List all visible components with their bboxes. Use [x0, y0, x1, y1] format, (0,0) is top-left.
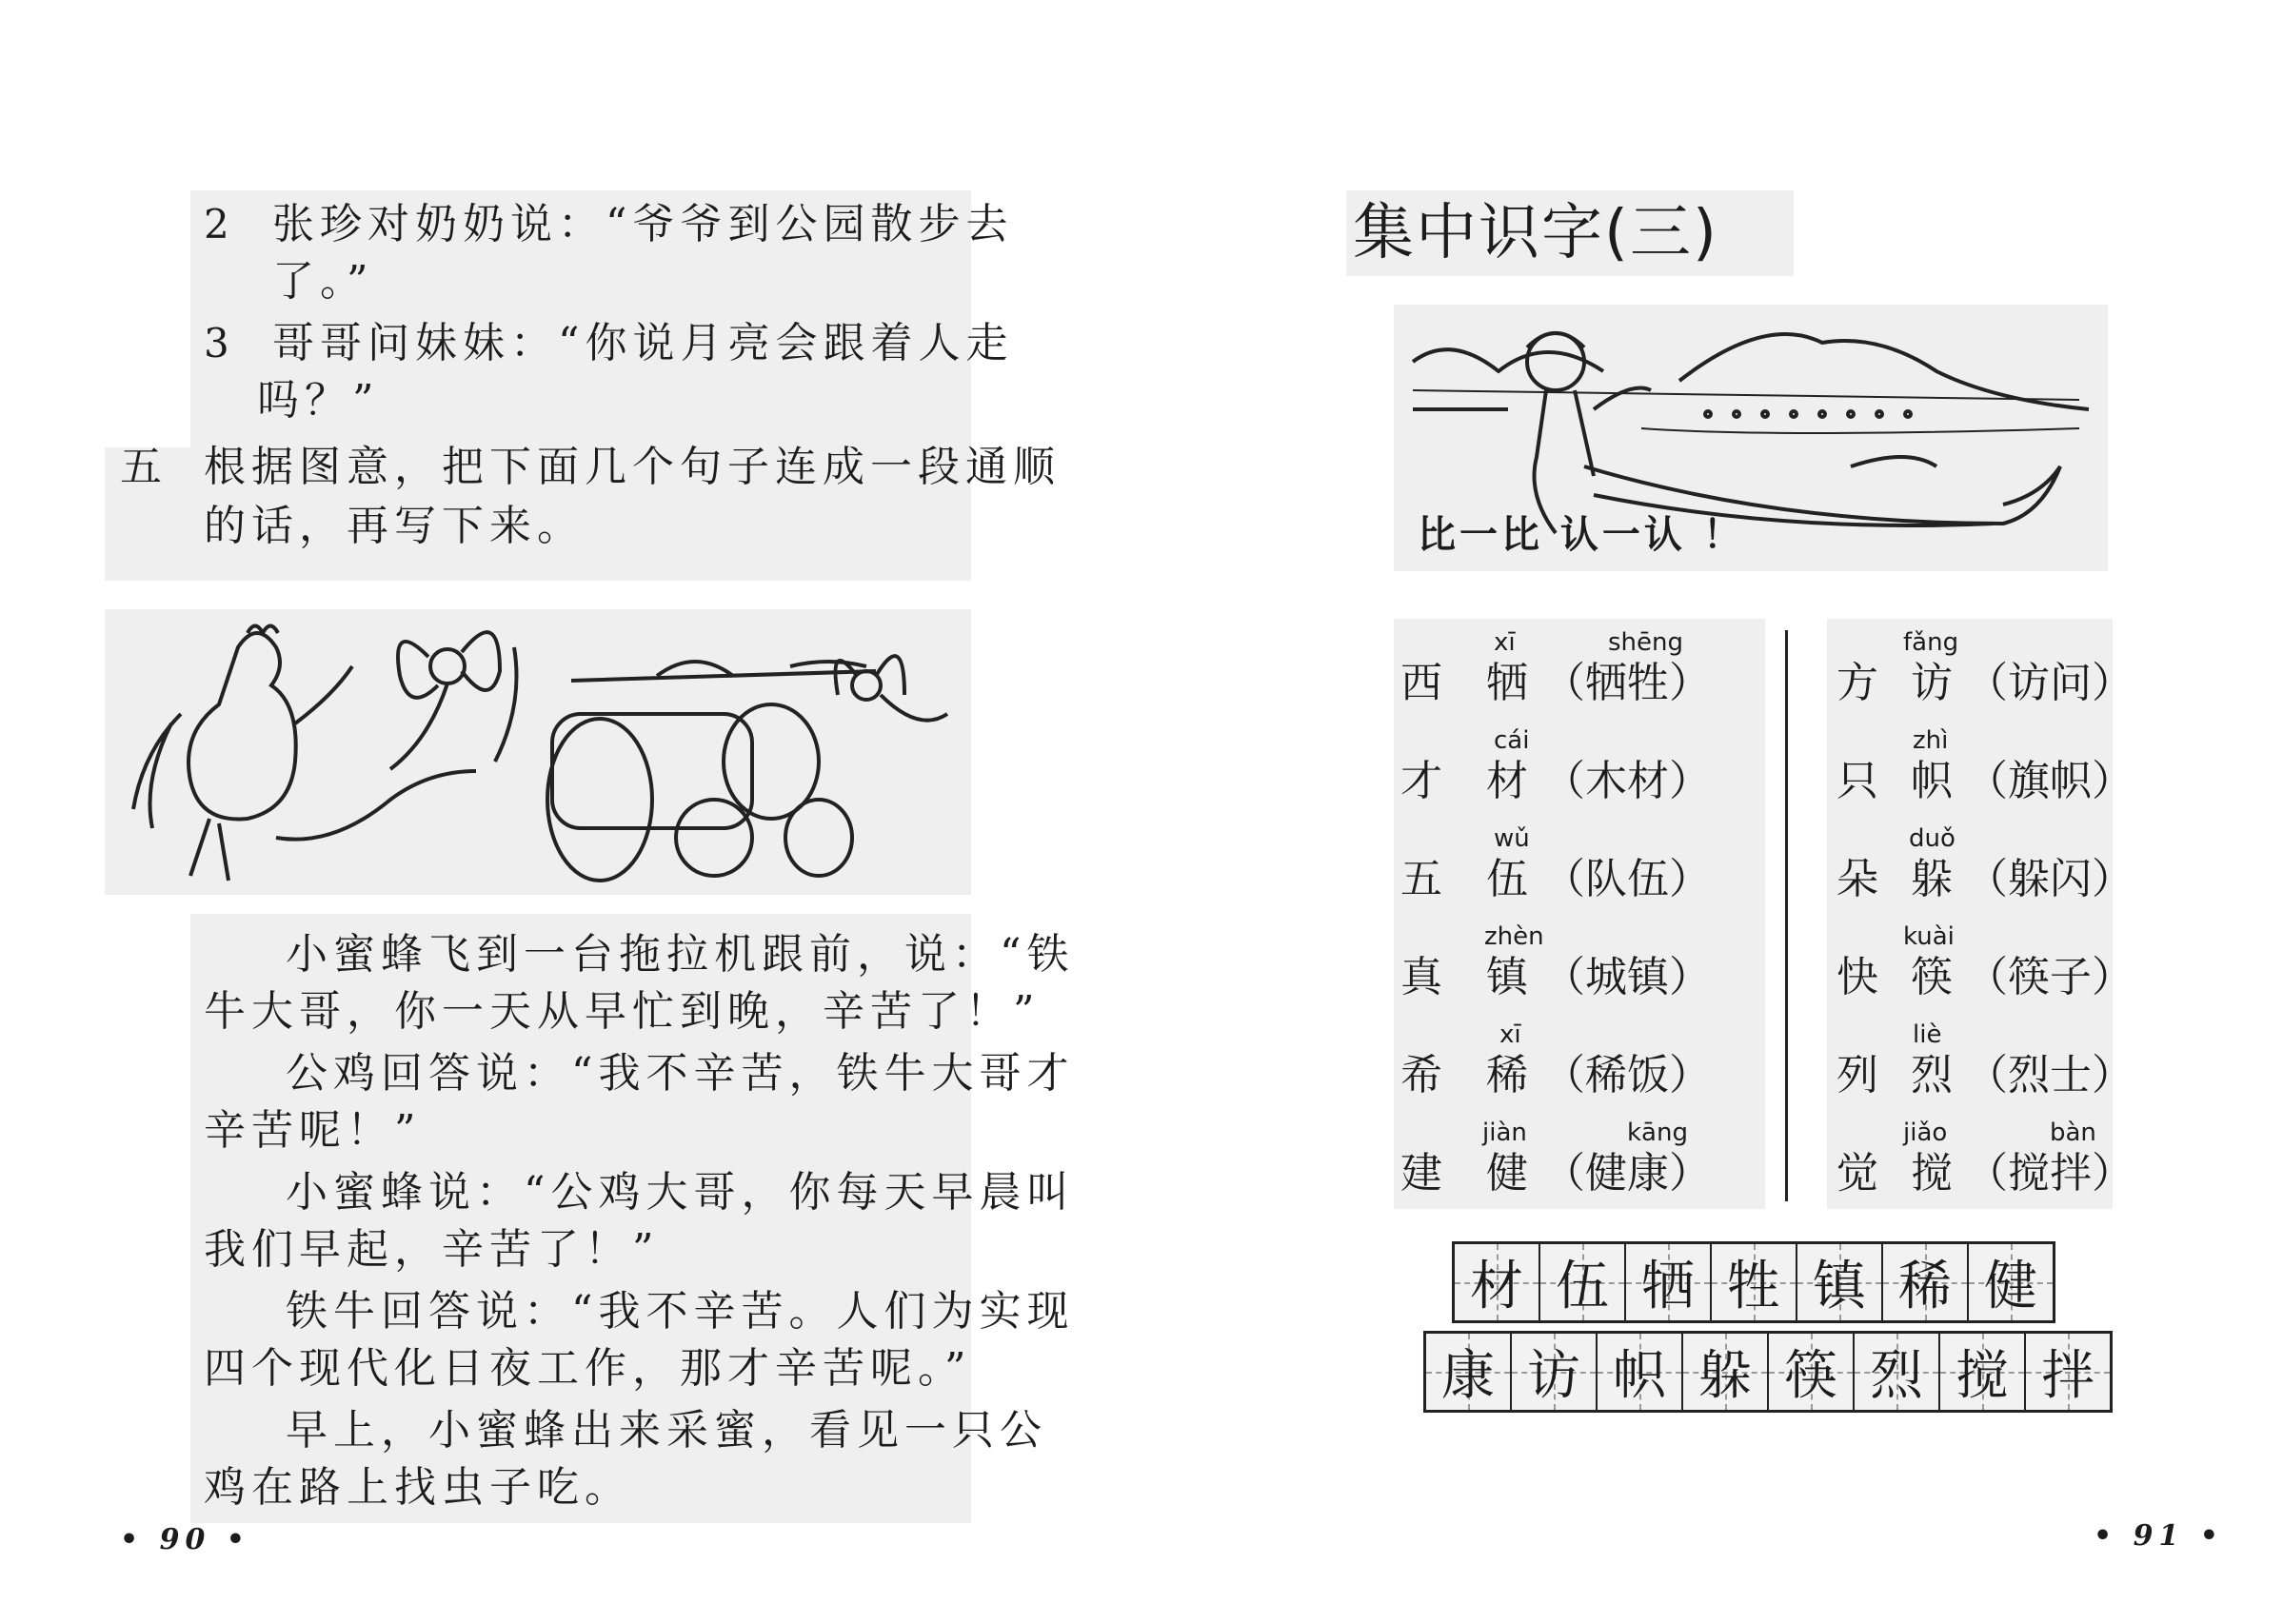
- practice-strip-2: [1423, 1331, 2113, 1413]
- pinyin: liè: [1913, 1020, 1942, 1049]
- pinyin: kāng: [1627, 1119, 1688, 1147]
- base-char: 建: [1400, 1149, 1442, 1198]
- target-char: 健: [1486, 1149, 1528, 1198]
- right-page: [1142, 0, 2283, 1624]
- practice-cell: 搅: [1940, 1334, 2026, 1410]
- pinyin: kuài: [1903, 922, 1955, 951]
- example-word: （烈士）: [1966, 1051, 2134, 1099]
- pinyin: xī: [1499, 1020, 1521, 1049]
- item-number: 3: [204, 320, 229, 366]
- pinyin: xī: [1494, 628, 1516, 657]
- base-char: 方: [1836, 659, 1878, 707]
- item-number: 2: [204, 201, 229, 248]
- target-char: 牺: [1486, 659, 1528, 707]
- example-word: （队伍）: [1543, 855, 1711, 903]
- story-line: 公鸡回答说：“我不辛苦，铁牛大哥才: [286, 1049, 1075, 1098]
- story-line: 小蜜蜂说：“公鸡大哥，你每天早晨叫: [286, 1168, 1075, 1217]
- rooster-bee-tractor-illustration: [105, 609, 971, 895]
- pinyin: fǎng: [1903, 628, 1959, 657]
- story-line: 铁牛回答说：“我不辛苦。人们为实现: [286, 1287, 1075, 1336]
- item-line: 张珍对奶奶说：“爷爷到公园散步去: [272, 200, 1014, 248]
- example-word: （旗帜）: [1966, 757, 2134, 805]
- example-word: （稀饭）: [1543, 1051, 1711, 1099]
- practice-cell: 躲: [1683, 1334, 1769, 1410]
- example-word: （健康）: [1543, 1149, 1711, 1198]
- practice-cell: 镇: [1797, 1244, 1883, 1320]
- target-char: 材: [1486, 757, 1528, 805]
- story-line: 四个现代化日夜工作，那才辛苦呢。”: [204, 1344, 972, 1393]
- target-char: 访: [1911, 659, 1953, 707]
- pinyin: zhèn: [1484, 922, 1544, 951]
- pinyin: zhì: [1913, 726, 1949, 755]
- pinyin: cái: [1494, 726, 1530, 755]
- target-char: 躲: [1911, 855, 1953, 903]
- base-char: 列: [1836, 1051, 1878, 1099]
- practice-cell: 拌: [2026, 1334, 2110, 1410]
- target-char: 筷: [1911, 953, 1953, 1001]
- pinyin: jiǎo: [1903, 1119, 1948, 1147]
- page-number: • 90 •: [120, 1523, 250, 1556]
- item-line: 了。”: [272, 257, 374, 306]
- section-number: 五: [120, 443, 162, 491]
- story-line: 辛苦呢！”: [204, 1106, 422, 1155]
- illustration-caption: 比一比 认一认 ！: [1418, 513, 1745, 557]
- section-line: 根据图意，把下面几个句子连成一段通顺: [204, 443, 1061, 491]
- item-line: 哥哥问妹妹：“你说月亮会跟着人走: [272, 319, 1014, 367]
- item-line: 吗？”: [257, 376, 380, 425]
- practice-cell: 牲: [1712, 1244, 1797, 1320]
- story-line: 小蜜蜂飞到一台拖拉机跟前，说：“铁: [286, 930, 1075, 979]
- base-char: 快: [1836, 953, 1878, 1001]
- base-char: 才: [1400, 757, 1442, 805]
- practice-cell: 健: [1969, 1244, 2053, 1320]
- practice-cell: 访: [1512, 1334, 1598, 1410]
- example-word: （木材）: [1543, 757, 1711, 805]
- target-char: 稀: [1486, 1051, 1528, 1099]
- practice-cell: 帜: [1598, 1334, 1683, 1410]
- practice-cell: 稀: [1883, 1244, 1969, 1320]
- target-char: 伍: [1486, 855, 1528, 903]
- story-line: 牛大哥，你一天从早忙到晚，辛苦了！”: [204, 987, 1041, 1036]
- base-char: 西: [1400, 659, 1442, 707]
- example-word: （访问）: [1966, 659, 2134, 707]
- column-divider: [1785, 630, 1788, 1201]
- page-number: • 91 •: [2094, 1519, 2224, 1553]
- example-word: （搅拌）: [1966, 1149, 2134, 1198]
- pinyin: shēng: [1608, 628, 1684, 657]
- practice-cell: 烈: [1855, 1334, 1940, 1410]
- pinyin: duǒ: [1909, 824, 1955, 853]
- target-char: 镇: [1486, 953, 1528, 1001]
- pinyin: wǔ: [1494, 824, 1530, 853]
- section-line: 的话，再写下来。: [204, 502, 585, 550]
- base-char: 真: [1400, 953, 1442, 1001]
- practice-strip-1: [1452, 1241, 2055, 1323]
- target-char: 帜: [1911, 757, 1953, 805]
- base-char: 五: [1400, 855, 1442, 903]
- story-line: 我们早起，辛苦了！”: [204, 1225, 660, 1274]
- example-word: （城镇）: [1543, 953, 1711, 1001]
- base-char: 希: [1400, 1051, 1442, 1099]
- pinyin: bàn: [2050, 1119, 2096, 1147]
- example-word: （牺牲）: [1543, 659, 1711, 707]
- practice-cell: 材: [1455, 1244, 1540, 1320]
- practice-cell: 康: [1426, 1334, 1512, 1410]
- pinyin: jiàn: [1482, 1119, 1527, 1147]
- story-line: 早上，小蜜蜂出来采蜜，看见一只公: [286, 1406, 1047, 1455]
- example-word: （躲闪）: [1966, 855, 2134, 903]
- base-char: 觉: [1836, 1149, 1878, 1198]
- story-line: 鸡在路上找虫子吃。: [204, 1463, 632, 1512]
- example-word: （筷子）: [1966, 953, 2134, 1001]
- lesson-title: 集中识字(三): [1353, 198, 1718, 268]
- practice-cell: 牺: [1626, 1244, 1712, 1320]
- practice-cell: 伍: [1540, 1244, 1626, 1320]
- practice-cell: 筷: [1769, 1334, 1855, 1410]
- target-char: 搅: [1911, 1149, 1953, 1198]
- base-char: 只: [1836, 757, 1878, 805]
- base-char: 朵: [1836, 855, 1878, 903]
- target-char: 烈: [1911, 1051, 1953, 1099]
